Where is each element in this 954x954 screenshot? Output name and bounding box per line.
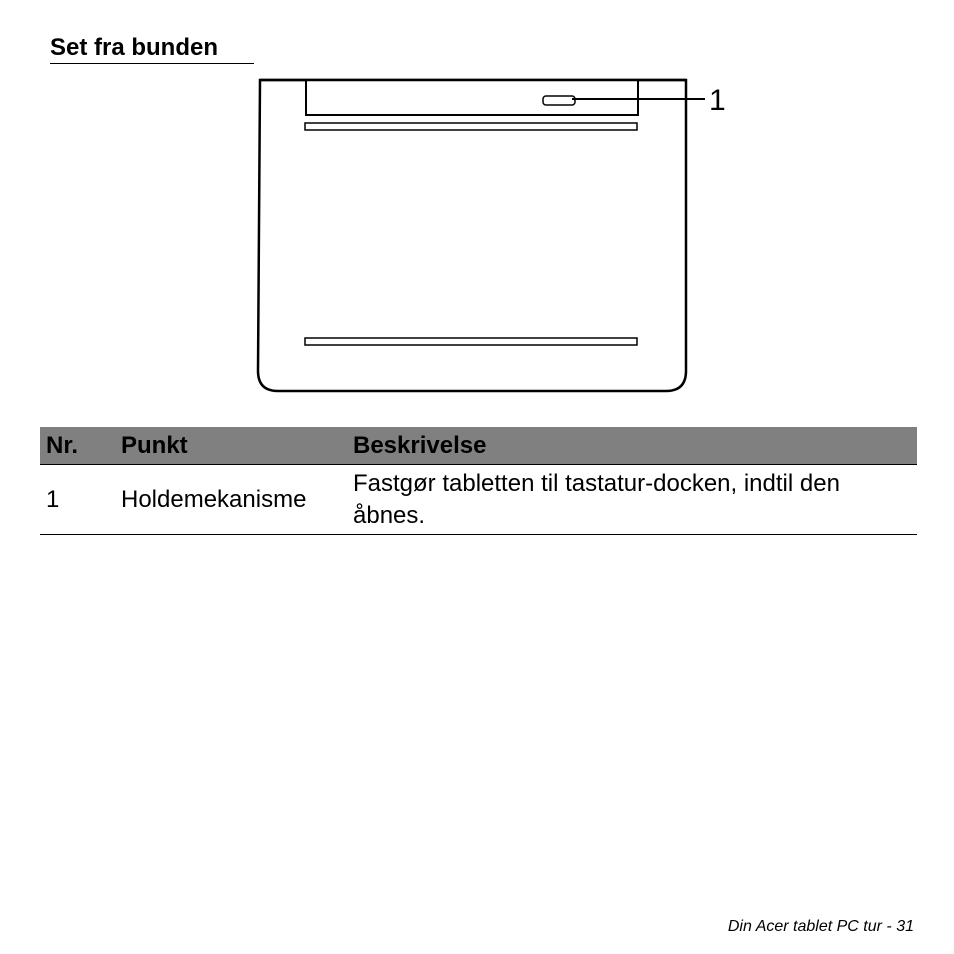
lower-slot: [305, 338, 637, 345]
callout-label: 1: [709, 84, 726, 117]
cell-item: Holdemekanisme: [121, 465, 353, 535]
table-row: [40, 465, 917, 535]
header-description: Beskrivelse: [353, 427, 917, 465]
tablet-bottom-view-diagram: [250, 75, 740, 400]
cell-nr: 1: [40, 465, 121, 535]
section-title: Set fra bunden: [50, 32, 254, 64]
header-nr: Nr.: [40, 427, 121, 465]
upper-slot: [305, 123, 637, 130]
hinge-block: [306, 80, 638, 115]
header-item: Punkt: [121, 427, 353, 465]
table-header-row: [40, 427, 917, 465]
page-footer: Din Acer tablet PC tur - 31: [727, 918, 914, 935]
latch-slot-icon: [543, 96, 575, 105]
spec-table: [40, 427, 917, 535]
cell-description: Fastgør tabletten til tastatur-docken, indtil den åbnes.: [353, 465, 917, 535]
